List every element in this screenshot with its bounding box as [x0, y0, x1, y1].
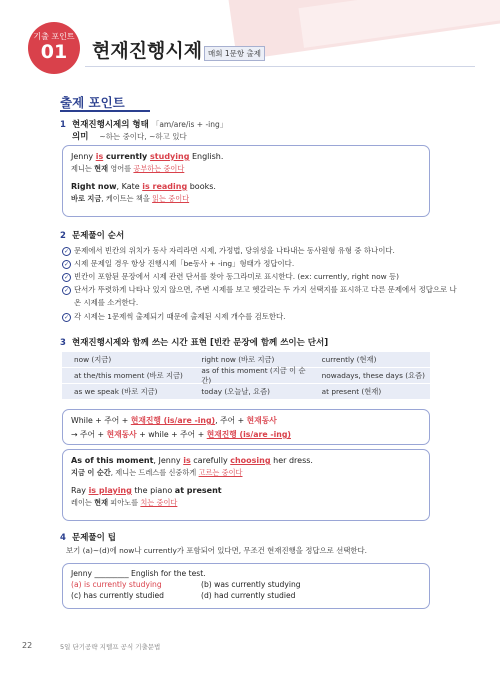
step-4: ✓ 단서가 뚜렷하게 나타나 있지 않으면, 주변 시제를 보고 헷갈리는 두 가지 선택지를 표시하고 다른 문제에서 정답으로 나 — [63, 285, 457, 294]
item3-heading: 3 현재진행시제와 함께 쓰는 시간 표현 [빈칸 문장에 함께 쓰이는 단서] — [60, 338, 329, 348]
quiz-question: Jenny _________ English for the test. — [71, 569, 206, 578]
table-row: as we speak (바로 지금) today (오늘날, 요즘) at present (현재) — [62, 384, 430, 400]
example-translation: 지금 이 순간, 제니는 드레스를 신중하게 고르는 중이다 — [71, 468, 243, 477]
item4-heading: 4 문제풀이 팁 — [60, 533, 117, 543]
frequency-tag: 매회 1문항 출제 — [204, 46, 265, 61]
point-badge — [28, 22, 80, 74]
rule-line-2: → 주어 + 현재동사 + while + 주어 + 현재진행 (is/are -ing) — [71, 430, 291, 439]
example-translation: 제니는 현재 영어를 공부하는 중이다 — [71, 164, 185, 173]
rule-line-1: While + 주어 + 현재진행 (is/are -ing), 주어 + 현재동사 — [71, 416, 277, 425]
time-expression-table — [62, 352, 430, 400]
page-title: 현재진행시제 — [92, 40, 203, 62]
section-underline — [60, 110, 150, 112]
table-row: at the/this moment (바로 지금) as of this moment (지금 이 순간) nowadays, these days (요즘) — [62, 368, 430, 384]
example-sentence: Right now, Kate is reading books. — [71, 182, 216, 191]
example-sentence: As of this moment, Jenny is carefully choosing her dress. — [71, 456, 313, 465]
example-box-1 — [62, 145, 430, 217]
page-number: 22 — [22, 641, 33, 650]
item4-desc: 보기 (a)~(d)에 now나 currently가 포함되어 있다면, 무조건 현재진행을 정답으로 선택한다. — [66, 546, 368, 555]
option-b: (b) was currently studying — [201, 580, 301, 589]
check-icon: ✓ — [63, 247, 70, 255]
check-icon: ✓ — [63, 260, 70, 268]
rule-box — [62, 409, 430, 445]
step-5: ✓ 각 시제는 1문제씩 출제되기 때문에 출제된 시제 개수를 검토한다. — [63, 312, 286, 321]
example-sentence: Jenny is currently studying English. — [71, 152, 224, 161]
example-translation: 바로 지금, 케이트는 책을 읽는 중이다 — [71, 194, 190, 203]
check-icon: ✓ — [63, 313, 70, 321]
footer-text: 5일 단기공략 지텔프 공식 기출문법 — [60, 643, 161, 651]
item2-heading: 2 문제풀이 순서 — [60, 231, 125, 241]
step-4-cont: 온 시제를 소거한다. — [74, 298, 139, 307]
option-d: (d) had currently studied — [201, 591, 296, 600]
option-a: (a) is currently studying — [71, 580, 162, 589]
example-sentence: Ray is playing the piano at present — [71, 486, 222, 495]
badge-number: 01 — [40, 41, 68, 63]
title-divider — [85, 66, 475, 67]
quiz-box — [62, 563, 430, 609]
step-1: ✓ 문제에서 빈칸의 위치가 동사 자리라면 시제, 가정법, 당위성을 나타내는 동사원형 유형 중 하나이다. — [63, 246, 395, 255]
check-icon: ✓ — [63, 273, 70, 281]
step-2: ✓ 시제 문제일 경우 항상 진행시제「be동사 + -ing」형태가 정답이다. — [63, 259, 295, 268]
example-translation: 레이는 현재 피아노를 치는 중이다 — [71, 498, 178, 507]
step-3: ✓ 빈칸이 포함된 문장에서 시제 관련 단서를 찾아 동그라미로 표시한다. (ex: currently, right now 등) — [63, 272, 400, 281]
table-row: now (지금) right now (바로 지금) currently (현재) — [62, 352, 430, 368]
check-icon: ✓ — [63, 286, 70, 294]
badge-label: 기출 포인트 — [33, 32, 75, 41]
example-box-2 — [62, 449, 430, 521]
section-heading: 출제 포인트 — [60, 95, 125, 110]
item1-meaning: 의미 ~하는 중이다, ~하고 있다 — [72, 132, 187, 142]
option-c: (c) has currently studied — [71, 591, 164, 600]
item1-heading: 1 현재진행시제의 형태 「am/are/is + -ing」 — [60, 120, 228, 130]
header-decoration-2 — [298, 0, 500, 48]
